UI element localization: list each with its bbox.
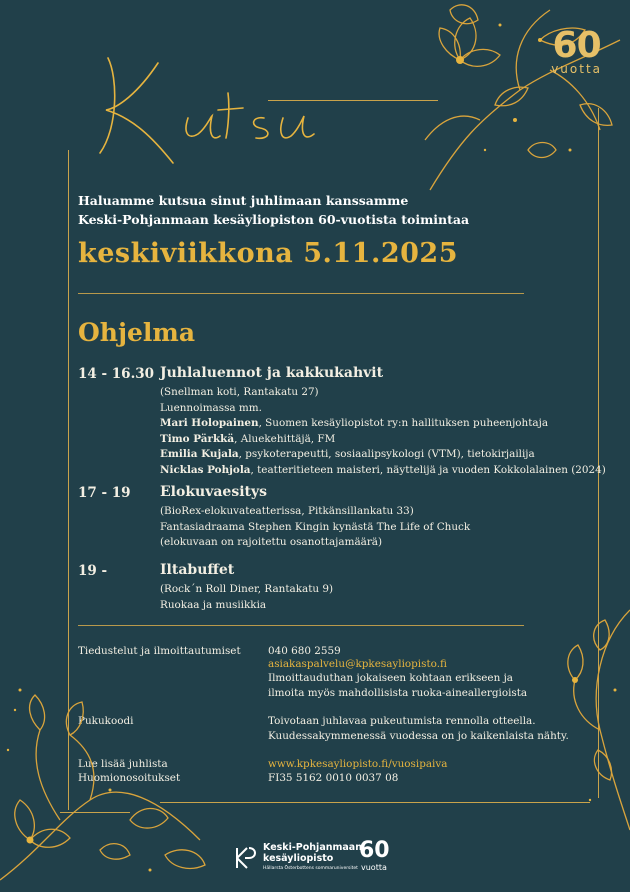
detail-line: Luennoimassa mm. (160, 401, 262, 414)
intro-line-2: Keski-Pohjanmaan kesäyliopiston 60-vuotista toimintaa (78, 212, 470, 227)
divider-top (78, 293, 524, 294)
divider-bottom (78, 625, 524, 626)
badge-word: vuotta (551, 62, 602, 76)
program-item-3 (78, 564, 578, 614)
kutsu-text: Kutsu (198, 158, 245, 177)
registration-note-2: ilmoita myös mahdollisista ruoka-aineallergioista (268, 687, 528, 699)
detail-line: Ruokaa ja musiikkia (160, 598, 267, 611)
detail-line: (Snellman koti, Rantakatu 27) (160, 386, 319, 398)
gifts-label: Huomionosoitukset (78, 772, 181, 784)
program-item-2 (78, 486, 578, 546)
dress-code-line-2: Kuudessakymmenessä vuodessa on jo kaikenlaista nähty. (268, 730, 569, 742)
contact-phone: 040 680 2559 (268, 645, 341, 657)
org-name-line-2: kesäyliopisto (263, 853, 334, 864)
program-heading: Ohjelma (78, 318, 196, 347)
detail-line: (BioRex-elokuvateatterissa, Pitkänsillankatu 33) (160, 505, 414, 517)
detail-line: (Rock´n Roll Diner, Rantakatu 9) (160, 583, 334, 595)
program-title: Iltabuffet (160, 562, 235, 578)
event-url-link[interactable]: www.kpkesayliopisto.fi/vuosipaiva (268, 758, 448, 770)
footer-badge-number: 60 (359, 838, 390, 863)
org-tagline: Hällarsta Österbottens sommaruniversitet (263, 866, 358, 871)
flower-decoration-bottom-right (520, 590, 630, 850)
badge-number: 60 (552, 25, 601, 66)
footer-logo (233, 838, 395, 880)
intro-line-1: Haluamme kutsua sinut juhlimaan kanssamme (78, 193, 409, 208)
detail-line: Nicklas Pohjola, teatteritieteen maisteri, näyttelijä ja vuoden Kokkolalainen (2024) (160, 463, 606, 476)
flower-decoration-bottom-left (0, 650, 240, 892)
kutsu-script-title (78, 38, 318, 178)
detail-line: Emilia Kujala, psykoterapeutti, sosiaalipsykologi (VTM), tietokirjailija (160, 448, 535, 460)
program-time: 17 - 19 (78, 485, 131, 501)
detail-line: Mari Holopainen, Suomen kesäyliopistot ry:n hallituksen puheenjohtaja (160, 417, 549, 429)
detail-line: Fantasiadraama Stephen Kingin kynästä The Life of Chuck (160, 520, 471, 533)
program-title: Elokuvaesitys (160, 484, 268, 500)
bank-account: FI35 5162 0010 0037 08 (268, 772, 399, 784)
footer-badge-word: vuotta (361, 863, 387, 872)
detail-line: Timo Pärkkä, Aluekehittäjä, FM (160, 432, 336, 445)
program-details (160, 385, 606, 478)
contact-label: Tiedustelut ja ilmoittautumiset (78, 645, 241, 657)
program-time: 19 - (78, 563, 108, 579)
program-time: 14 - 16.30 (78, 366, 155, 382)
program-item-1 (78, 365, 606, 477)
detail-line: (elokuvaan on rajoitettu osanottajamäärä) (160, 536, 383, 548)
dress-code-line-1: Toivotaan juhlavaa pukeutumista rennolla otteella. (268, 715, 536, 727)
program-title: Juhlaluennot ja kakkukahvit (160, 365, 384, 381)
org-name-line-1: Keski-Pohjanmaan (263, 842, 362, 853)
event-date: keskiviikkona 5.11.2025 (78, 238, 459, 269)
sixty-years-badge (551, 25, 602, 76)
read-more-label: Lue lisää juhlista (78, 758, 168, 770)
contact-email-link[interactable]: asiakaspalvelu@kpkesayliopisto.fi (268, 658, 447, 670)
registration-note-1: Ilmoittauduthan jokaiseen kohtaan erikseen ja (268, 672, 513, 684)
program-details (160, 504, 470, 551)
dress-code-label: Pukukoodi (78, 715, 134, 727)
program-details (160, 582, 333, 613)
intro-text (78, 191, 469, 229)
organization-logo-icon (233, 842, 259, 872)
